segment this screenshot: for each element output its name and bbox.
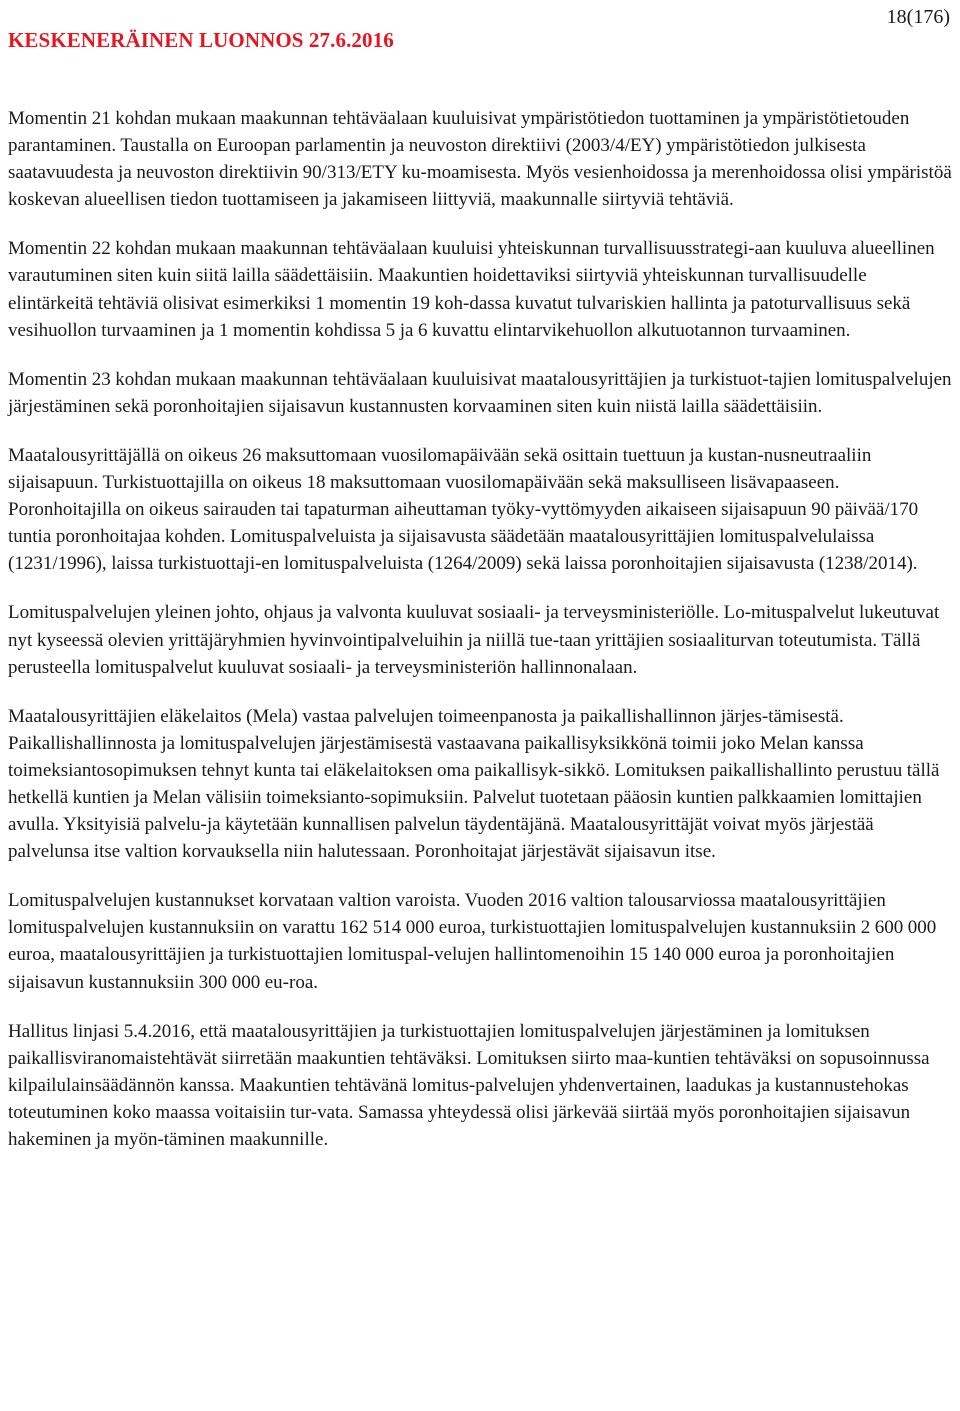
paragraph: Momentin 22 kohdan mukaan maakunnan tehtäväalaan kuuluisi yhteiskunnan turvallisuusstrategi-aan kuuluva alueellinen varautuminen siten kuin siitä lailla säädettäisiin. Maakuntien hoidettaviksi siirtyviä yhteiskunnan turvallisuudelle elintärkeitä tehtäviä olisivat esimerkiksi 1 momentin 19 koh-dassa kuvatut tulvariskien hallinta ja patoturvallisuus sekä vesihuollon turvaaminen ja 1 momentin kohdissa 5 ja 6 kuvattu elintarvikehuollon alkutuotannon turvaaminen.: [8, 238, 935, 341]
document-body: [8, 105, 952, 1175]
paragraph: Momentin 21 kohdan mukaan maakunnan tehtäväalaan kuuluisivat ympäristötiedon tuottaminen ja ympäristötietouden parantaminen. Taustalla on Euroopan parlamentin ja neuvoston direktiivi (2003/4/EY) ympäristötiedon julkisesta saatavuudesta ja neuvoston direktiivin 90/313/ETY ku-moamisesta. Myös vesienhoidossa ja merenhoidossa olisi ympäristöä koskevan alueellisen tiedon tuottamiseen ja jakamiseen liittyviä, maakunnalle siirtyviä tehtäviä.: [8, 108, 952, 211]
page-number: 18(176): [886, 6, 950, 28]
paragraph: Maatalousyrittäjien eläkelaitos (Mela) vastaa palvelujen toimeenpanosta ja paikallishallinnon järjes-tämisestä. Paikallishallinnosta ja lomituspalvelujen järjestämisestä vastaavana paikallisyksikkönä toimii joko Melan kanssa toimeksiantosopimuksen tehnyt kunta tai eläkelaitoksen oma paikallisyk-sikkö. Lomituksen paikallishallinto perustuu tällä hetkellä kuntien ja Melan välisiin toimeksianto-sopimuksiin. Palvelut tuotetaan pääosin kuntien palkkaamien lomittajien avulla. Yksityisiä palvelu-ja käytetään kunnallisen palvelun täydentäjänä. Maatalousyrittäjät voivat myös järjestää palvelunsa itse valtion korvauksella niin halutessaan. Poronhoitajat järjestävät sijaisavun itse.: [8, 705, 940, 863]
paragraph: Hallitus linjasi 5.4.2016, että maatalousyrittäjien ja turkistuottajien lomituspalvelujen järjestäminen ja lomituksen paikallisviranomaistehtävät siirretään maakuntien tehtäväksi. Lomituksen siirto maa-kuntien tehtäväksi on sopusoinnussa kilpailulainsäädännön kanssa. Maakuntien tehtävänä lomitus-palvelujen yhdenvertainen, laadukas ja kustannustehokas toteutuminen koko maassa voitaisiin tur-vata. Samassa yhteydessä olisi järkevää siirtää myös poronhoitajien sijaisavun hakeminen ja myön-täminen maakunnille.: [8, 1020, 930, 1150]
paragraph: Maatalousyrittäjällä on oikeus 26 maksuttomaan vuosilomapäivään sekä osittain tuettuun ja kustan-nusneutraaliin sijaisapuun. Turkistuottajilla on oikeus 18 maksuttomaan vuosilomapäivään sekä maksulliseen lisävapaaseen. Poronhoitajilla on oikeus sairauden tai tapaturman aiheuttaman työky-vyttömyyden aikaiseen sijaisapuun 90 päivää/170 tuntia poronhoitajaa kohden. Lomituspalveluista ja sijaisavusta säädetään maatalousyrittäjien lomituspalvelulaissa (1231/1996), laissa turkistuottaji-en lomituspalveluista (1264/2009) sekä laissa poronhoitajien sijaisavusta (1238/2014).: [8, 444, 919, 575]
paragraph: Momentin 23 kohdan mukaan maakunnan tehtäväalaan kuuluisivat maatalousyrittäjien ja turkistuot-tajien lomituspalvelujen järjestäminen sekä poronhoitajien sijaisavun kustannusten korvaaminen siten kuin niistä lailla säädettäisiin.: [8, 368, 952, 417]
page-header: [8, 0, 952, 60]
paragraph: Lomituspalvelujen yleinen johto, ohjaus ja valvonta kuuluvat sosiaali- ja terveysministeriölle. Lo-mituspalvelut lukeutuvat nyt kyseessä olevien yrittäjäryhmien hyvinvointipalveluihin ja niillä tue-taan yrittäjien sosiaaliturvan toteutumista. Tällä perusteella lomituspalvelut kuuluvat sosiaali- ja terveysministeriön hallinnonalaan.: [8, 602, 940, 678]
draft-label: KESKENERÄINEN LUONNOS 27.6.2016: [8, 28, 394, 52]
paragraph: Lomituspalvelujen kustannukset korvataan valtion varoista. Vuoden 2016 valtion talousarviossa maatalousyrittäjien lomituspalvelujen kustannuksiin on varattu 162 514 000 euroa, turkistuottajien lomituspalvelujen kustannuksiin 2 600 000 euroa, maatalousyrittäjien ja turkistuottajien lomituspal-velujen hallintomenoihin 15 140 000 euroa ja poronhoitajien sijaisavun kustannuksiin 300 000 eu-roa.: [8, 890, 937, 993]
